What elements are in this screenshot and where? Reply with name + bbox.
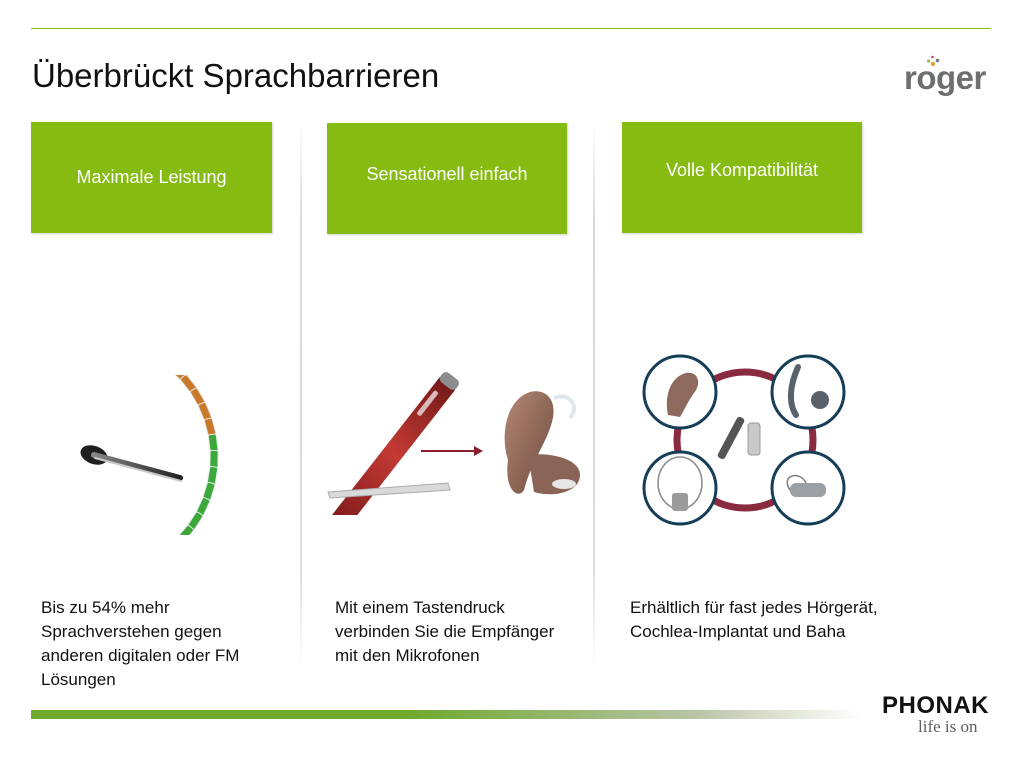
feature-description-performance: Bis zu 54% mehr Sprachverstehen gegen anderen digitalen oder FM Lösungen (41, 598, 240, 689)
roger-wordmark: roger (904, 59, 986, 96)
roger-logo (904, 52, 996, 98)
page-title: Überbrückt Sprachbarrieren (32, 57, 440, 94)
gauge-segments (38, 375, 218, 535)
device-circle-hearing-aid (644, 356, 716, 428)
device-circle-baha (772, 452, 844, 524)
feature-heading: Maximale Leistung (76, 167, 227, 187)
feature-box-simplicity (327, 123, 567, 234)
feature-heading: Volle Kompatibilität (665, 160, 819, 180)
phonak-logo (882, 692, 989, 720)
roger-pen-and-hearing-aid-icon (318, 340, 593, 515)
footer-gradient-bar (31, 710, 861, 719)
column-divider (593, 122, 595, 667)
top-divider (31, 28, 991, 29)
column-divider (300, 122, 302, 667)
device-compatibility-ring-icon (630, 345, 860, 535)
phonak-tagline: life is on (918, 717, 978, 736)
arrow-head (474, 446, 483, 456)
feature-description-simplicity: Mit einem Tastendruck verbinden Sie die Empfänger mit den Mikrofonen (335, 598, 555, 665)
hearing-aid (505, 391, 580, 494)
device-circle-neckloop (644, 452, 716, 524)
center-devices (717, 416, 760, 460)
device-circle-cochlear-implant (772, 356, 844, 428)
feature-heading: Sensationell einfach (366, 164, 528, 184)
feature-description-compatibility: Erhältlich für fast jedes Hörgerät, Cochlea-Implantat und Baha (630, 598, 878, 641)
gauge-segment (208, 434, 218, 453)
feature-box-compatibility (622, 122, 862, 233)
speedometer-icon (38, 375, 264, 535)
feature-box-performance (31, 122, 272, 233)
gauge-segment (210, 450, 218, 468)
phonak-wordmark: PHONAK (882, 692, 990, 719)
